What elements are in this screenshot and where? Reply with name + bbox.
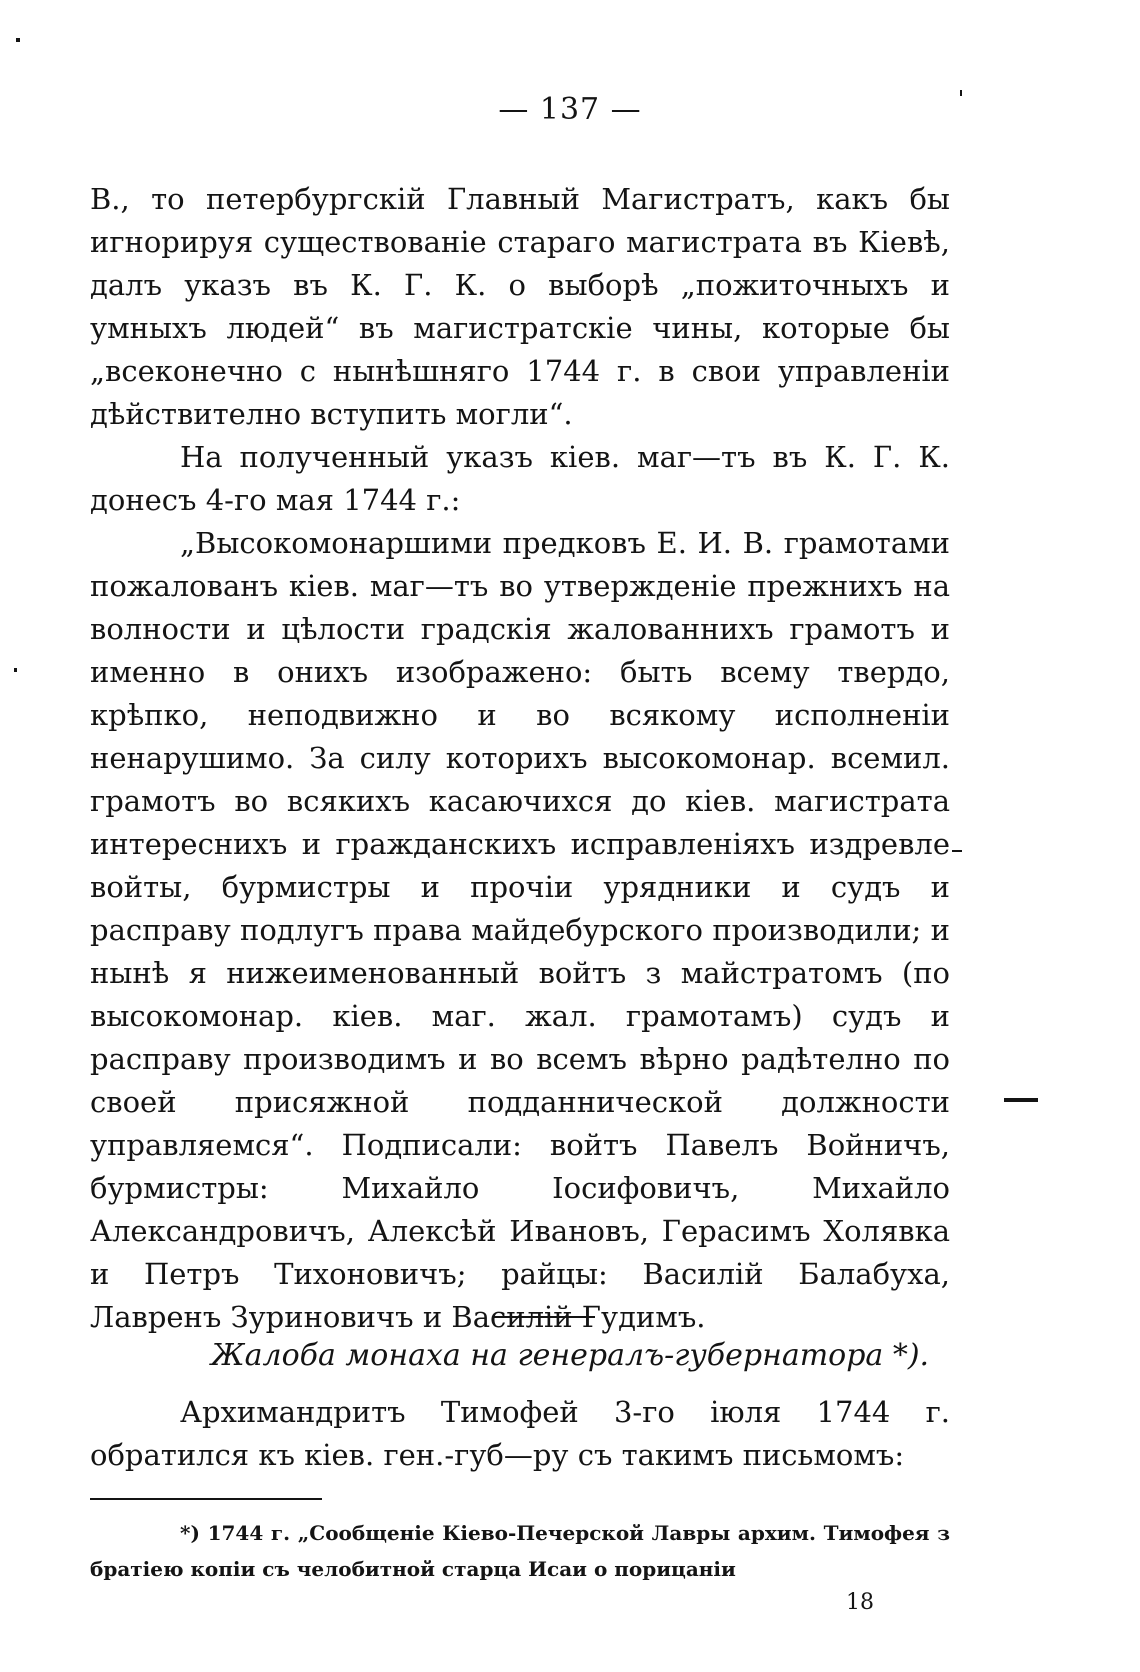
section-heading: Жалоба монаха на генералъ-губернатора *). xyxy=(210,1338,930,1373)
scan-speck xyxy=(16,38,20,42)
paragraph-1: В., то петербургскій Главный Магистратъ, какъ бы игнорируя существованіе стараго магистрата въ Кіевѣ, далъ указъ въ К. Г. К. о выборѣ „пожиточныхъ и умныхъ людей“ въ магистратскіе чины, которые бы „всеконечно с нынѣшняго 1744 г. в свои управленіи дѣйствително вступить могли“. xyxy=(90,182,950,431)
main-text xyxy=(90,178,950,1339)
paragraph-3: „Высокомонаршими предковъ Е. И. В. грамотами пожалованъ кіев. маг—тъ во утвержденіе прежнихъ на волности и цѣлости градскія жалованнихъ грамотъ и именно в онихъ изображено: быть всему твердо, крѣпко, неподвижно и во всякому исполненіи ненарушимо. За силу которихъ высокомонар. всемил. грамотъ во всякихъ касаючихся до кіев. магистрата интереснихъ и гражданскихъ исправленіяхъ издревле войты, бурмистры и прочіи урядники и судъ и расправу подлугъ права майдебурского производили; и нынѣ я нижеименованный войтъ з майстратомъ (по высокомонар. кіев. маг. жал. грамотамъ) судъ и расправу производимъ и во всемъ вѣрно радѣтелно по своей присяжной подданнической должности управляемся“. Подписали: войтъ Павелъ Войничъ, бурмистры: Михайло Іосифовичъ, Михайло Александровичъ, Алексѣй Ивановъ, Герасимъ Холявка и Петръ Тихоновичъ; райцы: Василій Балабуха, Лавренъ Зуриновичъ и Василій Гудимъ. xyxy=(90,526,950,1334)
scan-speck xyxy=(952,850,962,852)
section-text xyxy=(90,1391,950,1477)
footnote xyxy=(90,1515,950,1587)
scan-speck xyxy=(14,668,17,672)
paragraph-2: На полученный указъ кіев. маг—тъ въ К. Г. К. донесъ 4-го мая 1744 г.: xyxy=(90,440,950,517)
scan-speck xyxy=(1004,1098,1038,1102)
page-number: — 137 — xyxy=(498,92,642,127)
footnote-divider xyxy=(90,1498,322,1500)
footnote-text: *) 1744 г. „Сообщеніе Кіево-Печерской Лавры архим. Тимофея з братіею копіи съ челобитной старца Исаи о порицаніи xyxy=(90,1521,950,1581)
section-paragraph: Архимандритъ Тимофей 3-го іюля 1744 г. обратился къ кіев. ген.-губ—ру съ такимъ письмомъ: xyxy=(90,1395,950,1472)
signature-mark: 18 xyxy=(846,1590,874,1615)
scan-speck xyxy=(960,90,962,96)
section-divider xyxy=(493,1316,595,1318)
